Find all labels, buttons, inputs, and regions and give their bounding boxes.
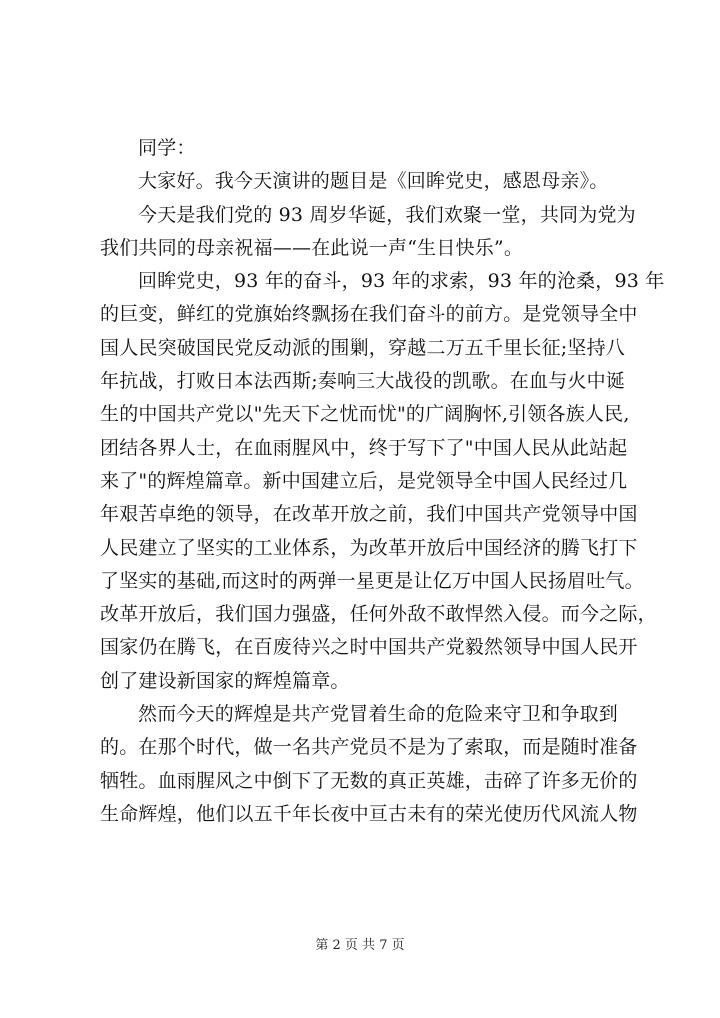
paragraph-2-line-11: 改革开放后，我们国力强盛，任何外敌不敢悍然入侵。而今之际， (100, 603, 657, 626)
salutation: 同学： (138, 137, 196, 159)
paragraph-2-line-4: 年抗战，打败日本法西斯;奏响三大战役的凯歌。在血与火中诞 (100, 370, 626, 393)
paragraph-2-line-10: 了坚实的基础,而这时的两弹一星更是让亿万中国人民扬眉吐气。 (100, 569, 644, 592)
paragraph-2-line-3: 国人民突破国民党反动派的围剿，穿越二万五千里长征;坚持八 (100, 336, 626, 359)
paragraph-1-line-2: 我们共同的母亲祝福——在此说一声“生日快乐”。 (100, 236, 524, 259)
paragraph-1-line-1: 今天是我们党的 93 周岁华诞，我们欢聚一堂，共同为党为 (138, 203, 636, 226)
paragraph-2-line-5: 生的中国共产党以"先天下之忧而忧"的广阔胸怀,引领各族人民, (100, 403, 630, 426)
paragraph-2-line-13: 创了建设新国家的辉煌篇章。 (100, 669, 350, 692)
paragraph-3-line-4: 生命辉煌，他们以五千年长夜中亘古未有的荣光使历代风流人物 (100, 802, 638, 825)
paragraph-2-line-2: 的巨变，鲜红的党旗始终飘扬在我们奋斗的前方。是党领导全中 (100, 303, 638, 326)
page-footer (0, 936, 720, 956)
paragraph-2-line-1: 回眸党史，93 年的奋斗，93 年的求索，93 年的沧桑，93 年 (138, 270, 665, 293)
paragraph-3-line-3: 牺牲。血雨腥风之中倒下了无数的真正英雄，击碎了许多无价的 (100, 769, 638, 792)
document-body (100, 132, 665, 831)
paragraph-2-line-7: 来了"的辉煌篇章。新中国建立后，是党领导全中国人民经过几 (100, 469, 628, 492)
paragraph-2-line-12: 国家仍在腾飞，在百废待兴之时中国共产党毅然领导中国人民开 (100, 636, 638, 659)
paragraph-2-line-6: 团结各界人士，在血雨腥风中，终于写下了"中国人民从此站起 (100, 436, 628, 459)
page-number: 第 2 页 共 7 页 (315, 938, 405, 953)
paragraph-3-line-2: 的。在那个时代，做一名共产党员不是为了索取，而是随时准备 (100, 736, 638, 759)
greeting-line: 大家好。我今天演讲的题目是《回眸党史，感恩母亲》。 (138, 170, 609, 193)
paragraph-2-line-9: 人民建立了坚实的工业体系，为改革开放后中国经济的腾飞打下 (100, 536, 638, 559)
paragraph-3-line-1: 然而今天的辉煌是共产党冒着生命的危险来守卫和争取到 (138, 703, 619, 726)
paragraph-2-line-8: 年艰苦卓绝的领导，在改革开放之前，我们中国共产党领导中国 (100, 503, 638, 526)
